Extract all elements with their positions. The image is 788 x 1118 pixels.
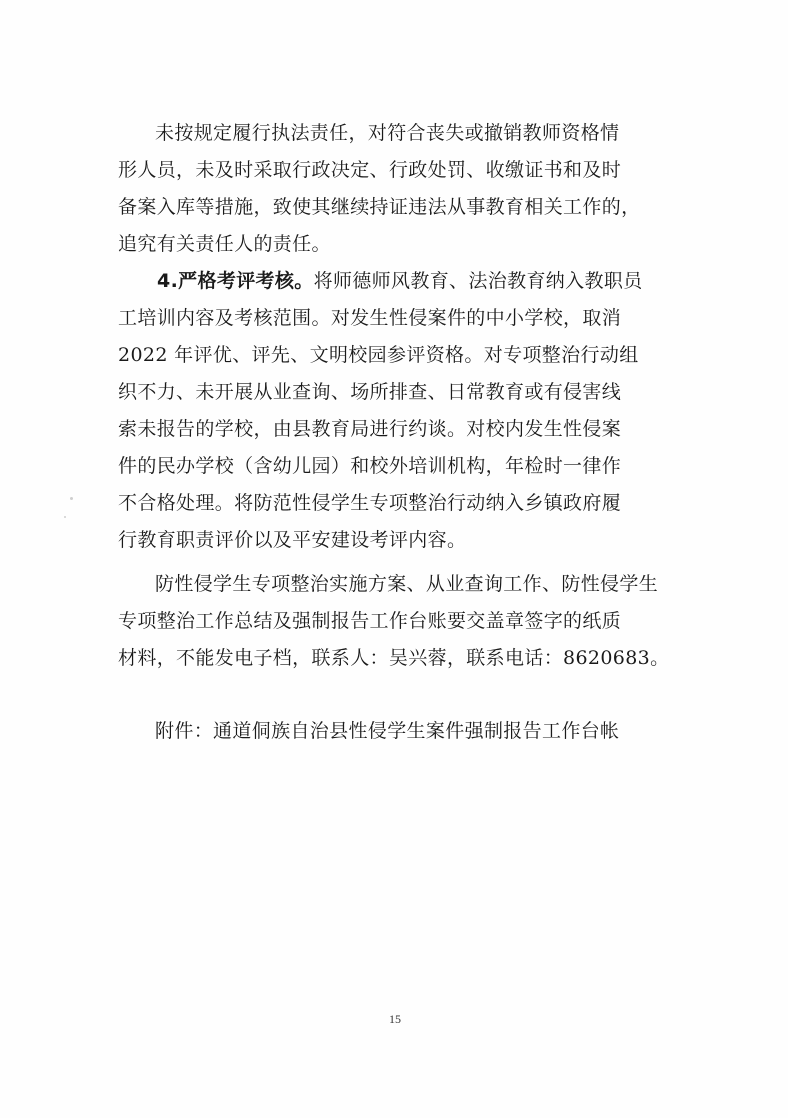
- attachment-line: 附件：通道侗族自治县性侵学生案件强制报告工作台帐: [155, 720, 620, 742]
- paragraph-2-line-6: 件的民办学校（含幼儿园）和校外培训机构，年检时一律作: [118, 455, 622, 477]
- section-heading: 4.严格考评考核。: [157, 270, 314, 292]
- paragraph-3-line-3: 材料，不能发电子档，联系人：吴兴蓉，联系电话：8620683。: [118, 647, 670, 669]
- paragraph-3-line-2: 专项整治工作总结及强制报告工作台账要交盖章签字的纸质: [118, 610, 622, 632]
- paragraph-3-line-1: 防性侵学生专项整治实施方案、从业查询工作、防性侵学生: [155, 573, 659, 595]
- paragraph-1-line-2: 形人员，未及时采取行政决定、行政处罚、收缴证书和及时: [118, 159, 622, 181]
- paragraph-1-line-1: 未按规定履行执法责任，对符合丧失或撤销教师资格情: [155, 122, 620, 144]
- paragraph-2-line-8: 行教育职责评价以及平安建设考评内容。: [118, 529, 467, 551]
- paragraph-2-line-1: [157, 268, 643, 294]
- paragraph-2-line-1-text: 将师德师风教育、法治教育纳入教职员: [313, 270, 643, 292]
- paragraph-2-line-2: 工培训内容及考核范围。对发生性侵案件的中小学校，取消: [118, 307, 622, 329]
- scan-speck: [64, 516, 66, 518]
- scan-speck: [70, 497, 73, 500]
- paragraph-1-line-3: 备案入库等措施，致使其继续持证违法从事教育相关工作的，: [118, 196, 641, 218]
- page-number: 15: [389, 1012, 401, 1026]
- paragraph-2-line-4: 织不力、未开展从业查询、场所排查、日常教育或有侵害线: [118, 381, 622, 403]
- paragraph-2-line-7: 不合格处理。将防范性侵学生专项整治行动纳入乡镇政府履: [118, 492, 622, 514]
- paragraph-2-line-3: 2022 年评优、评先、文明校园参评资格。对专项整治行动组: [118, 344, 639, 366]
- paragraph-1-line-4: 追究有关责任人的责任。: [118, 233, 331, 255]
- paragraph-2-line-5: 索未报告的学校，由县教育局进行约谈。对校内发生性侵案: [118, 418, 622, 440]
